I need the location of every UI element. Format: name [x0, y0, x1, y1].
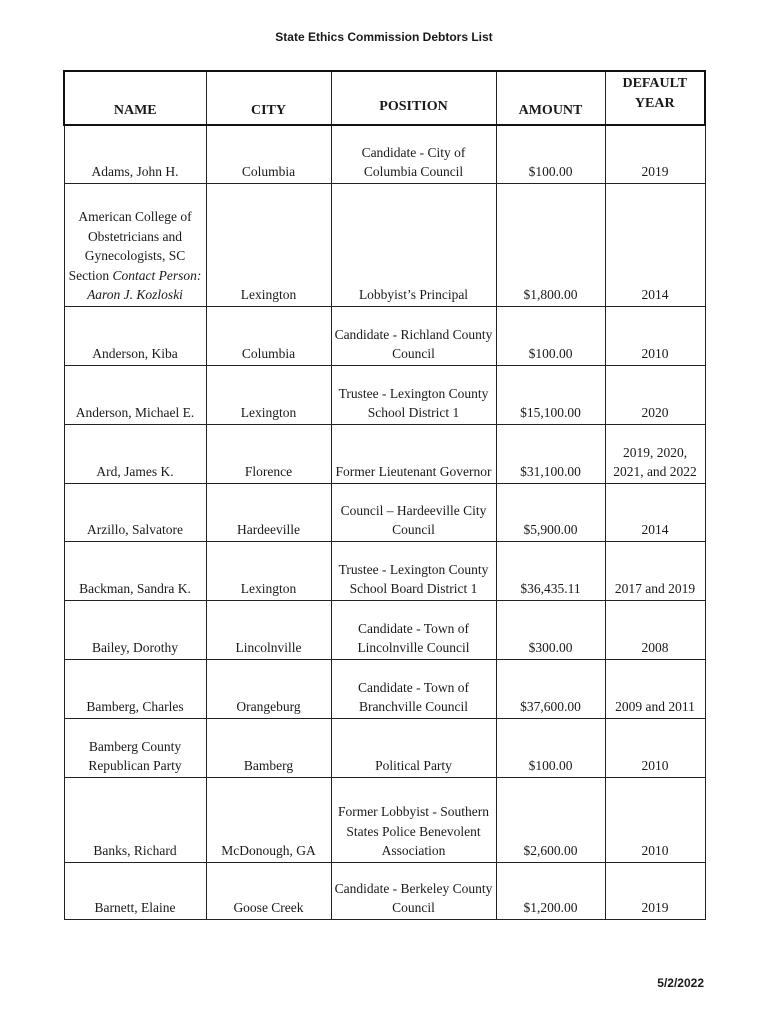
cell-default-year: 2014: [605, 183, 705, 306]
cell-city: Lexington: [206, 183, 331, 306]
cell-name: [64, 862, 206, 919]
cell-default-year: 2008: [605, 600, 705, 659]
column-header-name: NAME: [64, 71, 206, 125]
cell-position: Candidate - Richland County Council: [331, 306, 496, 365]
cell-amount: $15,100.00: [496, 365, 605, 424]
cell-position: Former Lobbyist - Southern States Police Benevolent Association: [331, 777, 496, 862]
cell-city: Columbia: [206, 306, 331, 365]
cell-city: Orangeburg: [206, 659, 331, 718]
cell-name: [64, 718, 206, 777]
name-text: Adams, John H.: [91, 164, 179, 179]
cell-default-year: 2019, 2020, 2021, and 2022: [605, 424, 705, 483]
cell-default-year: 2014: [605, 483, 705, 541]
column-header-default-year-line1: DEFAULT: [622, 76, 688, 91]
cell-position: Candidate - Town of Lincolnville Council: [331, 600, 496, 659]
name-text: Bailey, Dorothy: [91, 640, 179, 655]
table-row: [64, 424, 705, 483]
document-title: State Ethics Commission Debtors List: [275, 30, 493, 44]
cell-city: Lexington: [206, 541, 331, 600]
cell-name: [64, 777, 206, 862]
cell-city: Lincolnville: [206, 600, 331, 659]
name-text: Barnett, Elaine: [94, 900, 176, 915]
cell-position: Council – Hardeeville City Council: [331, 483, 496, 541]
table-row: [64, 125, 705, 183]
debtors-table: [63, 70, 706, 920]
cell-default-year: 2010: [605, 777, 705, 862]
cell-amount: $5,900.00: [496, 483, 605, 541]
cell-city: Florence: [206, 424, 331, 483]
table-header-row: [64, 71, 705, 125]
column-header-default-year: [605, 71, 705, 125]
cell-default-year: 2009 and 2011: [605, 659, 705, 718]
cell-default-year: 2020: [605, 365, 705, 424]
column-header-city: CITY: [206, 71, 331, 125]
name-text: Bamberg, Charles: [86, 699, 184, 714]
cell-name: [64, 125, 206, 183]
column-header-position: POSITION: [331, 71, 496, 125]
cell-default-year: 2019: [605, 862, 705, 919]
cell-amount: $100.00: [496, 306, 605, 365]
cell-position: Trustee - Lexington County School Board District 1: [331, 541, 496, 600]
table-row: [64, 659, 705, 718]
cell-position: Candidate - Berkeley County Council: [331, 862, 496, 919]
cell-position: Political Party: [331, 718, 496, 777]
cell-name: [64, 365, 206, 424]
cell-amount: $31,100.00: [496, 424, 605, 483]
column-header-amount: AMOUNT: [496, 71, 605, 125]
name-text: American College of Obstetricians and Gynecologists, SC Section: [68, 209, 192, 283]
cell-name: [64, 483, 206, 541]
cell-default-year: 2019: [605, 125, 705, 183]
contact-person-text: Contact Person: Aaron J. Kozloski: [87, 267, 202, 302]
name-text: Backman, Sandra K.: [79, 581, 191, 596]
cell-city: Lexington: [206, 365, 331, 424]
cell-name: [64, 424, 206, 483]
cell-city: Columbia: [206, 125, 331, 183]
table-row: [64, 600, 705, 659]
cell-position: Former Lieutenant Governor: [331, 424, 496, 483]
cell-name: [64, 541, 206, 600]
cell-name: [64, 306, 206, 365]
name-text: Bamberg County Republican Party: [88, 738, 182, 773]
cell-amount: $100.00: [496, 125, 605, 183]
cell-default-year: 2010: [605, 718, 705, 777]
name-text: Anderson, Michael E.: [75, 405, 195, 420]
footer-date: 5/2/2022: [657, 976, 704, 990]
name-text: Arzillo, Salvatore: [87, 522, 183, 537]
table-row: [64, 483, 705, 541]
cell-amount: $100.00: [496, 718, 605, 777]
table-row: [64, 183, 705, 306]
table-row: [64, 862, 705, 919]
table-row: [64, 718, 705, 777]
cell-position: Candidate - Town of Branchville Council: [331, 659, 496, 718]
cell-default-year: 2010: [605, 306, 705, 365]
cell-city: Bamberg: [206, 718, 331, 777]
cell-position: Trustee - Lexington County School District 1: [331, 365, 496, 424]
table-row: [64, 777, 705, 862]
column-header-default-year-line2: YEAR: [634, 96, 675, 111]
cell-name: [64, 183, 206, 306]
name-text: Banks, Richard: [93, 843, 177, 858]
cell-name: [64, 600, 206, 659]
name-text: Ard, James K.: [96, 464, 174, 479]
table-row: [64, 306, 705, 365]
name-text: Anderson, Kiba: [92, 346, 178, 361]
table-body: [64, 125, 705, 919]
table-row: [64, 541, 705, 600]
cell-default-year: 2017 and 2019: [605, 541, 705, 600]
cell-position: Candidate - City of Columbia Council: [331, 125, 496, 183]
cell-amount: $37,600.00: [496, 659, 605, 718]
cell-position: Lobbyist’s Principal: [331, 183, 496, 306]
cell-amount: $1,800.00: [496, 183, 605, 306]
cell-city: Hardeeville: [206, 483, 331, 541]
table-row: [64, 365, 705, 424]
cell-city: Goose Creek: [206, 862, 331, 919]
cell-amount: $1,200.00: [496, 862, 605, 919]
cell-amount: $300.00: [496, 600, 605, 659]
cell-city: McDonough, GA: [206, 777, 331, 862]
cell-amount: $2,600.00: [496, 777, 605, 862]
cell-amount: $36,435.11: [496, 541, 605, 600]
cell-name: [64, 659, 206, 718]
